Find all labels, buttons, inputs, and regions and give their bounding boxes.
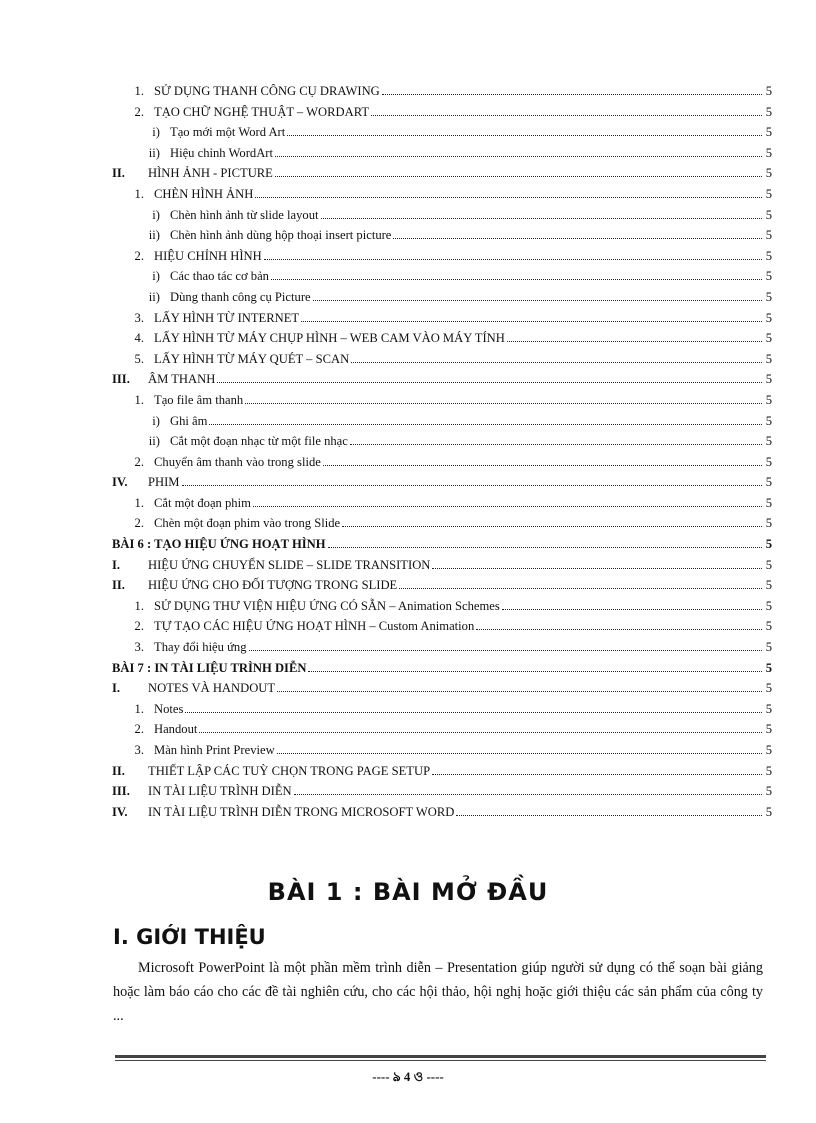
toc-entry-page: 5 xyxy=(765,537,772,552)
toc-leader-dots xyxy=(271,278,762,280)
toc-entry-title: Tạo file âm thanh xyxy=(154,392,244,407)
toc-entry-number: 2. xyxy=(134,454,144,469)
toc-entry[interactable] xyxy=(112,434,772,455)
footer-rule-thin xyxy=(115,1060,766,1061)
toc-entry[interactable] xyxy=(112,681,772,702)
toc-entry-title: Ghi âm xyxy=(170,413,208,428)
toc-entry-page: 5 xyxy=(765,351,772,366)
toc-entry-title: HIỆU ỨNG CHO ĐỐI TƯỢNG TRONG SLIDE xyxy=(148,578,398,593)
toc-entry-page: 5 xyxy=(765,392,772,407)
toc-entry-page: 5 xyxy=(765,722,772,737)
toc-entry-title: Handout xyxy=(154,722,198,737)
toc-leader-dots xyxy=(182,484,763,486)
toc-entry-page: 5 xyxy=(765,804,772,819)
toc-entry[interactable] xyxy=(112,764,772,785)
toc-leader-dots xyxy=(323,464,762,466)
toc-entry-title: Chuyển âm thanh vào trong slide xyxy=(154,454,321,469)
toc-entry-title: Hiệu chỉnh WordArt xyxy=(170,145,273,160)
toc-entry[interactable] xyxy=(112,537,772,558)
toc-entry-page: 5 xyxy=(765,660,772,675)
toc-entry-number: 1. xyxy=(134,392,144,407)
toc-leader-dots xyxy=(371,114,762,116)
toc-entry-title: Notes xyxy=(154,701,184,716)
toc-entry-page: 5 xyxy=(765,166,772,181)
toc-entry-number: I. xyxy=(112,557,121,572)
toc-entry-page: 5 xyxy=(765,269,772,284)
toc-leader-dots xyxy=(217,381,762,383)
toc-entry[interactable] xyxy=(112,269,772,290)
toc-entry[interactable] xyxy=(112,722,772,743)
toc-entry[interactable] xyxy=(112,599,772,620)
intro-paragraph: Microsoft PowerPoint là một phần mềm trình diễn – Presentation giúp người sử dụng có thể soạn bài giảng hoặc làm báo cáo cho các đề tài nghiên cứu, cho các hội thảo, hội nghị hoặc giới thiệu các sản phẩm của công ty ... xyxy=(113,960,763,1024)
toc-entry-number: II. xyxy=(112,763,125,778)
toc-entry[interactable] xyxy=(112,105,772,126)
toc-entry-number: 1. xyxy=(134,495,144,510)
toc-entry[interactable] xyxy=(112,496,772,517)
toc-entry-title: Chèn một đoạn phim vào trong Slide xyxy=(154,516,341,531)
toc-entry-title: HÌNH ẢNH - PICTURE xyxy=(148,166,273,181)
toc-entry-title: IN TÀI LIỆU TRÌNH DIỄN xyxy=(148,784,292,799)
toc-entry-page: 5 xyxy=(765,331,772,346)
toc-entry[interactable] xyxy=(112,84,772,105)
toc-leader-dots xyxy=(287,134,762,136)
toc-leader-dots xyxy=(456,814,762,816)
toc-entry[interactable] xyxy=(112,558,772,579)
toc-entry-page: 5 xyxy=(765,125,772,140)
toc-entry-page: 5 xyxy=(765,516,772,531)
toc-entry-number: 3. xyxy=(134,640,144,655)
toc-entry[interactable] xyxy=(112,352,772,373)
toc-entry-number: II. xyxy=(112,578,125,593)
toc-entry[interactable] xyxy=(112,331,772,352)
toc-entry-title: IN TÀI LIỆU TRÌNH DIỄN TRONG MICROSOFT WORD xyxy=(148,804,455,819)
toc-entry[interactable] xyxy=(112,784,772,805)
toc-entry-page: 5 xyxy=(765,578,772,593)
toc-entry-page: 5 xyxy=(765,701,772,716)
toc-entry-number: 3. xyxy=(134,743,144,757)
toc-entry-title: Cắt một đoạn phim xyxy=(154,495,251,510)
toc-leader-dots xyxy=(399,587,762,589)
toc-entry-number: II. xyxy=(112,166,125,181)
toc-entry[interactable] xyxy=(112,187,772,208)
toc-entry-title: THIẾT LẬP CÁC TUỲ CHỌN TRONG PAGE SETUP xyxy=(148,763,431,778)
toc-entry[interactable] xyxy=(112,290,772,311)
toc-entry[interactable] xyxy=(112,146,772,167)
toc-entry-number: III. xyxy=(112,372,130,387)
toc-entry-page: 5 xyxy=(765,310,772,325)
toc-entry[interactable] xyxy=(112,372,772,393)
toc-leader-dots xyxy=(199,731,762,733)
toc-entry-page: 5 xyxy=(765,598,772,613)
toc-leader-dots xyxy=(351,361,762,363)
toc-entry-number: i) xyxy=(152,207,160,222)
footer-rule-thick xyxy=(115,1055,766,1058)
toc-entry-title: TẠO CHỮ NGHỆ THUẬT – WORDART xyxy=(154,104,370,119)
toc-entry-title: HIỆU ỨNG CHUYỂN SLIDE – SLIDE TRANSITION xyxy=(148,557,431,572)
toc-leader-dots xyxy=(301,320,762,322)
toc-entry-page: 5 xyxy=(765,413,772,428)
toc-entry-number: 1. xyxy=(134,84,144,98)
toc-leader-dots xyxy=(277,752,762,754)
toc-entry-title: ÂM THANH xyxy=(148,372,216,387)
toc-entry-title: LẤY HÌNH TỪ MÁY QUÉT – SCAN xyxy=(154,351,350,366)
toc-entry-number: 2. xyxy=(134,516,144,531)
toc-entry-title: LẤY HÌNH TỪ MÁY CHỤP HÌNH – WEB CAM VÀO MÁY TÍNH xyxy=(154,331,505,346)
toc-entry-title: LẤY HÌNH TỪ INTERNET xyxy=(154,310,300,325)
section-title: I. GIỚI THIỆU xyxy=(113,925,266,949)
toc-entry-number: IV. xyxy=(112,475,128,490)
toc-leader-dots xyxy=(313,299,762,301)
toc-entry-title: Các thao tác cơ bản xyxy=(170,269,269,284)
toc-leader-dots xyxy=(393,237,762,239)
toc-leader-dots xyxy=(321,217,763,219)
toc-leader-dots xyxy=(432,773,762,775)
table-of-contents xyxy=(112,84,772,825)
chapter-title: BÀI 1 : BÀI MỞ ĐẦU xyxy=(267,878,549,906)
toc-leader-dots xyxy=(342,525,762,527)
toc-entry-page: 5 xyxy=(765,454,772,469)
toc-leader-dots xyxy=(253,505,762,507)
toc-entry[interactable] xyxy=(112,249,772,270)
toc-entry-page: 5 xyxy=(765,640,772,655)
toc-entry-title: BÀI 7 : IN TÀI LIỆU TRÌNH DIỄN xyxy=(112,660,307,675)
toc-leader-dots xyxy=(277,690,762,692)
toc-entry-title: CHÈN HÌNH ẢNH xyxy=(154,186,254,201)
toc-entry[interactable] xyxy=(112,619,772,640)
page-number-footer: ---- ঌ 4 ও ---- xyxy=(372,1069,444,1084)
toc-entry-title: SỬ DỤNG THƯ VIỆN HIỆU ỨNG CÓ SẴN – Animation Schemes xyxy=(154,598,500,613)
toc-leader-dots xyxy=(382,93,762,95)
toc-entry-page: 5 xyxy=(765,434,772,449)
toc-entry-number: 2. xyxy=(134,619,144,634)
toc-entry[interactable] xyxy=(112,414,772,435)
toc-entry-number: 3. xyxy=(134,310,144,325)
toc-entry-title: Thay đổi hiệu ứng xyxy=(154,640,247,655)
toc-entry-number: I. xyxy=(112,681,121,696)
toc-entry-title: Dùng thanh công cụ Picture xyxy=(170,289,311,304)
toc-entry-number: i) xyxy=(152,269,160,284)
toc-leader-dots xyxy=(294,793,762,795)
toc-entry[interactable] xyxy=(112,805,772,826)
toc-leader-dots xyxy=(476,628,762,630)
toc-entry-number: i) xyxy=(152,125,160,140)
toc-entry-page: 5 xyxy=(765,557,772,572)
toc-leader-dots xyxy=(308,670,762,672)
toc-entry-title: PHIM xyxy=(148,475,180,490)
toc-entry[interactable] xyxy=(112,640,772,661)
toc-leader-dots xyxy=(350,443,762,445)
toc-entry-number: 1. xyxy=(134,186,144,201)
toc-entry-number: 1. xyxy=(134,701,144,716)
toc-entry[interactable] xyxy=(112,228,772,249)
toc-entry[interactable] xyxy=(112,393,772,414)
toc-entry-number: 4. xyxy=(134,331,144,346)
toc-entry-page: 5 xyxy=(765,84,772,98)
toc-entry-page: 5 xyxy=(765,743,772,757)
toc-entry-number: 5. xyxy=(134,351,144,366)
toc-entry-title: Tạo mới một Word Art xyxy=(170,125,286,140)
toc-entry-page: 5 xyxy=(765,248,772,263)
toc-entry-number: IV. xyxy=(112,804,128,819)
toc-entry-page: 5 xyxy=(765,763,772,778)
toc-entry[interactable] xyxy=(112,475,772,496)
toc-entry-page: 5 xyxy=(765,475,772,490)
toc-entry-page: 5 xyxy=(765,145,772,160)
toc-entry[interactable] xyxy=(112,208,772,229)
toc-entry-page: 5 xyxy=(765,681,772,696)
toc-entry-page: 5 xyxy=(765,228,772,243)
toc-leader-dots xyxy=(432,567,762,569)
toc-entry[interactable] xyxy=(112,166,772,187)
toc-leader-dots xyxy=(264,258,762,260)
toc-entry-page: 5 xyxy=(765,207,772,222)
toc-entry-title: BÀI 6 : TẠO HIỆU ỨNG HOẠT HÌNH xyxy=(112,537,326,552)
toc-entry-page: 5 xyxy=(765,784,772,799)
toc-entry-title: Màn hình Print Preview xyxy=(154,743,275,757)
toc-leader-dots xyxy=(502,608,762,610)
toc-leader-dots xyxy=(185,711,762,713)
toc-entry-page: 5 xyxy=(765,619,772,634)
toc-entry[interactable] xyxy=(112,661,772,682)
toc-entry-title: Chèn hình ảnh từ slide layout xyxy=(170,207,319,222)
toc-entry-title: Cắt một đoạn nhạc từ một file nhạc xyxy=(170,434,348,449)
toc-entry[interactable] xyxy=(112,311,772,332)
toc-entry-number: 2. xyxy=(134,722,144,737)
toc-entry[interactable] xyxy=(112,516,772,537)
toc-leader-dots xyxy=(249,649,762,651)
toc-entry-page: 5 xyxy=(765,289,772,304)
toc-entry-number: ii) xyxy=(148,228,160,243)
toc-entry-title: NOTES VÀ HANDOUT xyxy=(148,681,276,696)
toc-leader-dots xyxy=(507,340,762,342)
toc-entry-page: 5 xyxy=(765,495,772,510)
toc-entry-title: HIỆU CHỈNH HÌNH xyxy=(154,248,262,263)
toc-entry[interactable] xyxy=(112,578,772,599)
toc-leader-dots xyxy=(275,155,762,157)
toc-entry[interactable] xyxy=(112,125,772,146)
toc-entry-number: ii) xyxy=(148,145,160,160)
toc-entry-title: SỬ DỤNG THANH CÔNG CỤ DRAWING xyxy=(154,84,380,98)
toc-entry-number: 2. xyxy=(134,248,144,263)
toc-entry-number: III. xyxy=(112,784,130,799)
toc-leader-dots xyxy=(209,423,762,425)
toc-leader-dots xyxy=(275,175,762,177)
toc-entry[interactable] xyxy=(112,455,772,476)
toc-entry-number: 1. xyxy=(134,598,144,613)
toc-entry-number: i) xyxy=(152,413,160,428)
toc-entry-title: Chèn hình ảnh dùng hộp thoại insert picture xyxy=(170,228,392,243)
toc-entry-page: 5 xyxy=(765,104,772,119)
toc-entry[interactable] xyxy=(112,702,772,723)
toc-leader-dots xyxy=(255,196,762,198)
toc-entry-page: 5 xyxy=(765,372,772,387)
toc-leader-dots xyxy=(328,546,762,548)
toc-entry-title: TỰ TẠO CÁC HIỆU ỨNG HOẠT HÌNH – Custom Animation xyxy=(154,619,475,634)
toc-entry-page: 5 xyxy=(765,186,772,201)
toc-leader-dots xyxy=(245,402,762,404)
toc-entry-number: 2. xyxy=(134,104,144,119)
toc-entry[interactable] xyxy=(112,743,772,764)
toc-entry-number: ii) xyxy=(148,434,160,449)
toc-entry-number: ii) xyxy=(148,289,160,304)
